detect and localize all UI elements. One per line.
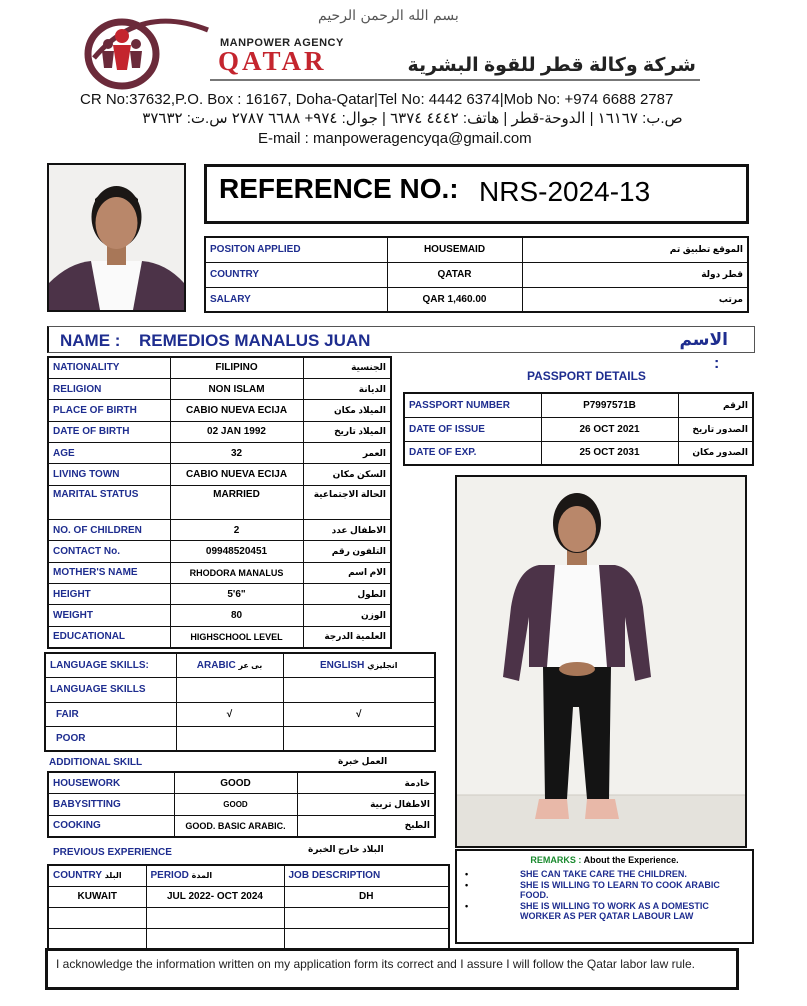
- table-row: [48, 605, 391, 626]
- english-header-label: ENGLISH: [319, 660, 365, 671]
- table-row: [404, 393, 753, 417]
- marital-status-arabic: الحالة الاجتماعية: [303, 485, 391, 519]
- contact-value: 09948520451: [170, 541, 303, 562]
- bullet-icon: •: [465, 901, 469, 911]
- birthplace-label: PLACE OF BIRTH: [48, 400, 170, 421]
- age-label: AGE: [48, 443, 170, 464]
- remarks-title: [457, 855, 752, 865]
- exp-country: KUWAIT: [48, 886, 146, 907]
- exp-job: DH: [284, 886, 449, 907]
- country-header: [48, 865, 146, 886]
- poor-label: POOR: [45, 727, 176, 752]
- job-header: JOB DESCRIPTION: [284, 865, 449, 886]
- table-row: [48, 464, 391, 485]
- table-row: [404, 417, 753, 441]
- reference-box: [204, 164, 749, 224]
- height-label: HEIGHT: [48, 584, 170, 605]
- weight-arabic: الوزن: [303, 605, 391, 626]
- bismillah-calligraphy: بسم الله الرحمن الرحيم: [318, 8, 459, 24]
- housework-value: GOOD: [174, 772, 297, 794]
- table-row: [48, 584, 391, 605]
- education-arabic: العلمية الدرجة: [303, 626, 391, 647]
- table-row: [205, 287, 748, 312]
- table-row: [48, 865, 449, 886]
- table-row: [48, 400, 391, 421]
- exp-country: [48, 928, 146, 949]
- passport-section-title: PASSPORT DETAILS: [527, 369, 646, 383]
- exp-period: [146, 907, 284, 928]
- height-value: 5'6": [170, 584, 303, 605]
- country-value: QATAR: [387, 262, 522, 287]
- period-header: [146, 865, 284, 886]
- remark-text: SHE CAN TAKE CARE THE CHILDREN.: [520, 869, 687, 879]
- table-row: [48, 485, 391, 519]
- weight-label: WEIGHT: [48, 605, 170, 626]
- cooking-value: GOOD. BASIC ARABIC.: [174, 815, 297, 837]
- contact-label: CONTACT No.: [48, 541, 170, 562]
- education-label: EDUCATIONAL: [48, 626, 170, 647]
- language-skills-table: [44, 652, 436, 752]
- birthplace-arabic: الميلاد مكان: [303, 400, 391, 421]
- nationality-value: FILIPINO: [170, 357, 303, 378]
- language-header-label: LANGUAGE SKILLS:: [45, 653, 176, 678]
- remarks-list: [465, 869, 750, 922]
- mother-name-label: MOTHER'S NAME: [48, 562, 170, 583]
- salary-label: SALARY: [205, 287, 387, 312]
- exp-period: [146, 928, 284, 949]
- country-arabic: قطر دولة: [522, 262, 748, 287]
- header-divider: [210, 79, 700, 81]
- arabic-header-label: ARABIC: [196, 660, 236, 671]
- table-row: [404, 441, 753, 465]
- nationality-arabic: الجنسية: [303, 357, 391, 378]
- personal-details-table: [47, 356, 392, 649]
- arabic-header: [176, 653, 283, 678]
- bullet-icon: •: [465, 880, 469, 890]
- period-header-ar: المدة: [191, 871, 213, 881]
- housework-label: HOUSEWORK: [48, 772, 174, 794]
- fair-english-check: √: [283, 702, 435, 727]
- country-label: COUNTRY: [205, 262, 387, 287]
- remark-text: SHE IS WILLING TO LEARN TO COOK ARABIC FOOD.: [520, 880, 720, 900]
- religion-value: NON ISLAM: [170, 378, 303, 399]
- table-row: [205, 237, 748, 262]
- position-table: [204, 236, 749, 313]
- fair-arabic-check: √: [176, 702, 283, 727]
- contact-arabic: التلفون رقم: [303, 541, 391, 562]
- english-header-ar: انجليزي: [367, 661, 398, 670]
- birthdate-value: 02 JAN 1992: [170, 421, 303, 442]
- expiry-date-value: 25 OCT 2031: [541, 441, 678, 465]
- name-label: NAME :: [60, 331, 121, 350]
- applicant-name: REMEDIOS MANALUS JUAN: [139, 331, 371, 350]
- fair-label: FAIR: [45, 702, 176, 727]
- birthplace-value: CABIO NUEVA ECIJA: [170, 400, 303, 421]
- living-town-value: CABIO NUEVA ECIJA: [170, 464, 303, 485]
- living-town-label: LIVING TOWN: [48, 464, 170, 485]
- babysitting-arabic: الاطفال تربية: [297, 794, 435, 816]
- position-arabic: الموقع تطبيق تم: [522, 237, 748, 262]
- age-value: 32: [170, 443, 303, 464]
- age-arabic: العمر: [303, 443, 391, 464]
- reference-label: REFERENCE NO.:: [219, 173, 459, 204]
- table-row: [48, 815, 435, 837]
- issue-date-label: DATE OF ISSUE: [404, 417, 541, 441]
- agency-name-arabic: شركة وكالة قطر للقوة البشرية: [407, 55, 696, 76]
- expiry-date-label: DATE OF EXP.: [404, 441, 541, 465]
- remarks-box: [455, 849, 754, 944]
- passport-number-arabic: الرقم: [678, 393, 753, 417]
- name-colon: :: [714, 355, 720, 372]
- exp-country: [48, 907, 146, 928]
- babysitting-label: BABYSITTING: [48, 794, 174, 816]
- marital-status-value: MARRIED: [170, 485, 303, 519]
- bullet-icon: •: [465, 869, 469, 879]
- living-town-arabic: السكن مكان: [303, 464, 391, 485]
- table-row: [48, 886, 449, 907]
- table-row: [48, 907, 449, 928]
- table-row: [48, 626, 391, 647]
- lang-row-arabic: [176, 678, 283, 703]
- table-row: [48, 794, 435, 816]
- applicant-headshot-photo: [47, 163, 186, 312]
- table-row: [48, 443, 391, 464]
- children-arabic: الاطفال عدد: [303, 519, 391, 540]
- table-row: [48, 378, 391, 399]
- country-header-ar: البلد: [104, 871, 122, 881]
- birthdate-label: DATE OF BIRTH: [48, 421, 170, 442]
- nationality-label: NATIONALITY: [48, 357, 170, 378]
- name-bar: [47, 326, 755, 353]
- acknowledgement-box: I acknowledge the information written on my application form its correct and I assure I will follow the Qatar labor law rule.: [45, 948, 739, 990]
- additional-skill-table: [47, 771, 436, 838]
- salary-arabic: مرتب: [522, 287, 748, 312]
- mother-name-arabic: الام اسم: [303, 562, 391, 583]
- table-row: [48, 772, 435, 794]
- agency-name-small: MANPOWER AGENCY: [220, 37, 344, 49]
- lang-row-label: LANGUAGE SKILLS: [45, 678, 176, 703]
- experience-table: [47, 864, 450, 950]
- english-header: [283, 653, 435, 678]
- salary-value: QAR 1,460.00: [387, 287, 522, 312]
- issue-date-arabic: الصدور تاريخ: [678, 417, 753, 441]
- height-arabic: الطول: [303, 584, 391, 605]
- mother-name-value: RHODORA MANALUS: [170, 562, 303, 583]
- list-item: [465, 880, 750, 900]
- table-row: [48, 421, 391, 442]
- table-row: [205, 262, 748, 287]
- previous-experience-title: PREVIOUS EXPERIENCE: [53, 847, 172, 858]
- additional-skill-title: ADDITIONAL SKILL: [49, 757, 143, 768]
- remarks-title-bold: REMARKS :: [530, 855, 582, 865]
- children-value: 2: [170, 519, 303, 540]
- housework-arabic: خادمة: [297, 772, 435, 794]
- position-label: POSITON APPLIED: [205, 237, 387, 262]
- children-label: NO. OF CHILDREN: [48, 519, 170, 540]
- remarks-title-rest: About the Experience.: [581, 855, 679, 865]
- poor-arabic: [176, 727, 283, 752]
- table-row: [48, 519, 391, 540]
- education-value: HIGHSCHOOL LEVEL: [170, 626, 303, 647]
- table-row: [45, 702, 435, 727]
- marital-status-label: MARITAL STATUS: [48, 485, 170, 519]
- period-header-label: PERIOD: [150, 870, 189, 882]
- issue-date-value: 26 OCT 2021: [541, 417, 678, 441]
- cooking-arabic: الطبخ: [297, 815, 435, 837]
- applicant-full-body-photo: [455, 475, 747, 848]
- table-row: [48, 928, 449, 949]
- country-header-label: COUNTRY: [53, 870, 102, 882]
- table-row: [45, 727, 435, 752]
- agency-logo: [80, 8, 210, 93]
- remark-text: SHE IS WILLING TO WORK AS A DOMESTIC WORKER AS PER QATAR LABOUR LAW: [520, 901, 709, 921]
- email-address: E-mail : manpoweragencyqa@gmail.com: [258, 130, 532, 147]
- table-row: [48, 357, 391, 378]
- passport-number-value: P7997571B: [541, 393, 678, 417]
- babysitting-value: GOOD: [174, 794, 297, 816]
- list-item: [465, 901, 750, 921]
- contact-info-arabic: ص.ب: ١٦١٦٧ | الدوحة-قطر | هاتف: ٤٤٤٢ ٦٣٧٤ | جوال: ٩٧٤+ ٦٦٨٨ ٢٧٨٧ س.ت: ٣٧٦٣٢: [142, 110, 683, 127]
- birthdate-arabic: الميلاد تاريخ: [303, 421, 391, 442]
- exp-job: [284, 928, 449, 949]
- additional-skill-arabic: العمل خبرة: [338, 756, 388, 766]
- contact-info-english: CR No:37632,P.O. Box : 16167, Doha-Qatar|Tel No: 4442 6374|Mob No: +974 6688 2787: [80, 91, 674, 108]
- religion-arabic: الديانة: [303, 378, 391, 399]
- arabic-header-ar: بى عر: [238, 661, 263, 670]
- expiry-date-arabic: الصدور مكان: [678, 441, 753, 465]
- table-row: [45, 653, 435, 678]
- weight-value: 80: [170, 605, 303, 626]
- name-label-arabic: الاسم: [679, 330, 728, 349]
- cooking-label: COOKING: [48, 815, 174, 837]
- list-item: [465, 869, 750, 879]
- position-value: HOUSEMAID: [387, 237, 522, 262]
- exp-period: JUL 2022- OCT 2024: [146, 886, 284, 907]
- previous-experience-arabic: البلاد خارج الخبرة: [308, 844, 384, 854]
- reference-number: NRS-2024-13: [479, 176, 651, 207]
- poor-english: [283, 727, 435, 752]
- lang-row-english: [283, 678, 435, 703]
- table-row: [45, 678, 435, 703]
- passport-table: [403, 392, 754, 466]
- religion-label: RELIGION: [48, 378, 170, 399]
- exp-job: [284, 907, 449, 928]
- agency-name-large: QATAR: [218, 46, 327, 76]
- passport-number-label: PASSPORT NUMBER: [404, 393, 541, 417]
- table-row: [48, 541, 391, 562]
- table-row: [48, 562, 391, 583]
